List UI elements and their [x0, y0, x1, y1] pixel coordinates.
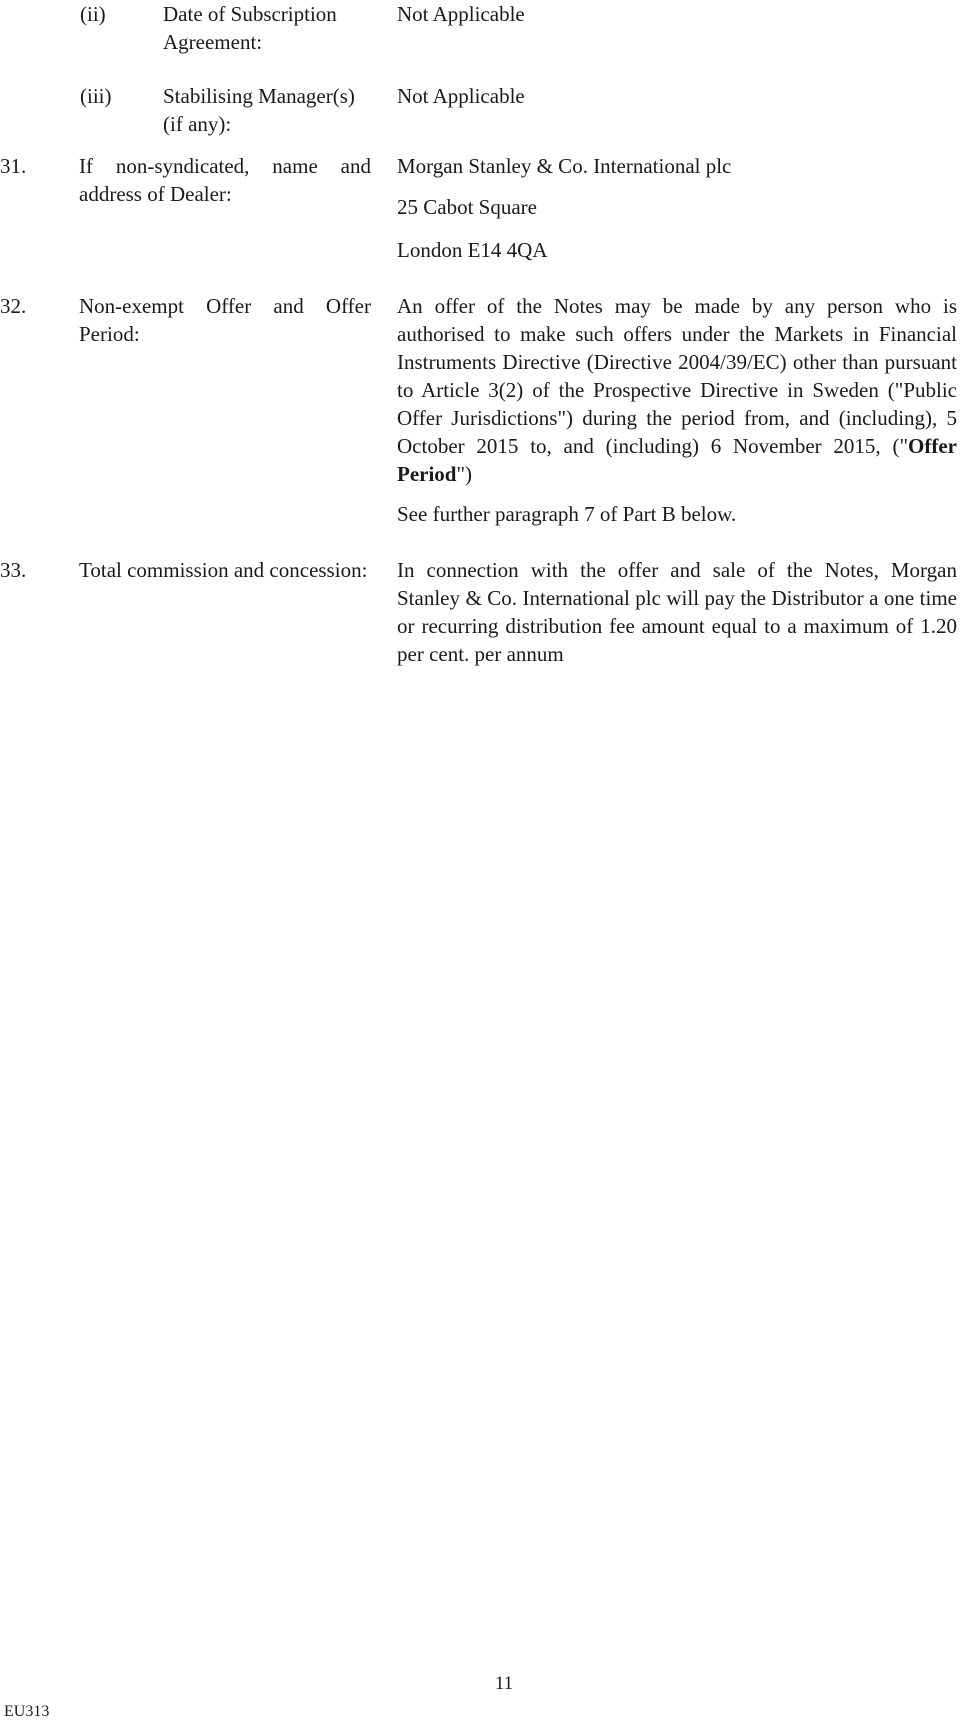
- row-33-label: Total commission and concession:: [79, 558, 368, 582]
- dealer-address-line: 25 Cabot Square: [397, 195, 537, 219]
- row-31-number: 31.: [0, 154, 27, 178]
- row-32-number: 32.: [0, 294, 27, 318]
- row-32-label: Non-exempt Offer and Offer Period:: [79, 294, 371, 346]
- dealer-name: Morgan Stanley & Co. International plc: [397, 154, 732, 178]
- row-33-number: 33.: [0, 558, 27, 582]
- row-iii-label: Stabilising Manager(s) (if any):: [163, 84, 355, 136]
- offer-period-term: Offer Period: [397, 434, 957, 486]
- row-iii-value: Not Applicable: [397, 84, 525, 108]
- offer-period-paragraph: [397, 292, 957, 488]
- offer-period-text-end: "): [456, 462, 473, 486]
- row-ii-label: Date of Subscription Agreement:: [163, 2, 337, 54]
- commission-paragraph: In connection with the offer and sale of the Notes, Morgan Stanley & Co. International plc will pay the Distributor a one time or recurring distribution fee amount equal to a maximum of 1.20 per cent. per annum: [397, 558, 957, 666]
- offer-period-text: An offer of the Notes may be made by any person who is authorised to make such offers under the Markets in Financial Instruments Directive (Directive 2004/39/EC) other than pursuant to Article 3(2) of the Prospective Directive in Sweden ("Public Offer Jurisdictions") during the period from, and (including), 5 October 2015 to, and (including) 6 November 2015, (": [397, 294, 957, 458]
- dealer-address-city: London E14 4QA: [397, 238, 548, 262]
- page-number: 11: [494, 1673, 514, 1694]
- row-ii-value: Not Applicable: [397, 2, 525, 26]
- further-paragraph-note: See further paragraph 7 of Part B below.: [397, 502, 737, 526]
- row-31-label: If non-syndicated, name and address of Dealer:: [79, 154, 371, 206]
- row-ii-number: (ii): [80, 2, 106, 26]
- document-code: EU313: [4, 1703, 50, 1720]
- row-iii-number: (iii): [80, 84, 112, 108]
